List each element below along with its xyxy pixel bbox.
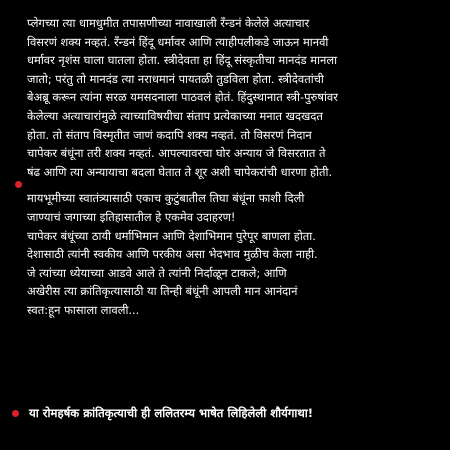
text-line: प्लेगच्या त्या धामधुमीत तपासणीच्या नावाखाली रँन्डनं केलेले अत्याचार [27,16,310,30]
text-line: जे त्यांच्या ध्येयाच्या आडवे आले ते त्यांनी निर्दाळून टाकले; आणि [27,265,287,280]
text-line: चापेकर बंधूंच्या ठायी धर्माभिमान आणि देशाभिमान पुरेपूर बाणला होता. [27,228,316,243]
text-line: विसरणं शक्य नव्हतं. रँन्डनं हिंदू धर्मावर आणि त्याहीपलीकडे जाऊन मानवी [27,34,329,49]
text-line: स्वत:हून फासाला लावली... [27,302,140,317]
text-line: जातो; परंतु तो मानदंड त्या नराधमानं पायतळी तुडविला होता. स्त्रीदेवतांची [27,71,324,86]
text-line: धर्मावर नृशंस घाला घातला होता. स्त्रीदेवता हा हिंदू संस्कृतीचा मानदंड मानला [27,53,338,68]
text-line: अखेरीस त्या क्रांतिकृत्यासाठी या तिन्ही बंधूंनी आपली मान आनंदानं [27,284,298,299]
bullet-icon [12,410,19,417]
tagline-text: या रोमहर्षक क्रांतिकृत्याची ही ललितरम्य भाषेत लिहिलेली शौर्यगाथा! [29,406,314,420]
text-line: षंढ आणि त्या अन्यायाचा बदला घेतात ते शूर अशी चापेकरांची धारणा होती. [27,164,333,179]
text-line: केलेल्या अत्याचारांमुळे त्याच्याविषयीचा संताप प्रत्येकाच्या मनात खदखदत [27,108,323,123]
tagline [12,406,313,421]
text-line: बेअब्रू करून त्यांना सरळ यमसदनाला पाठवलं होतं. हिंदुस्थानात स्त्री-पुरुषांवर [27,90,338,105]
text-line: चापेकर बंधूंना तरी शक्य नव्हतं. आपल्यावरचा घोर अन्याय जे विसरतात ते [27,146,326,161]
text-line: जाण्याचं जगाच्या इतिहासातील हे एकमेव उदाहरण! [27,209,236,224]
text-line: मायभूमीच्या स्वातंत्र्यासाठी एकाच कुटुंबातील तिघा बंधूंना फाशी दिली [27,191,305,206]
text-line: होता. तो संताप विस्मृतीत जाणं कदापि शक्य नव्हतं. तो विसरणं निदान [27,127,312,142]
paragraph-motherland [27,189,432,226]
paragraph-chapekar-brothers [27,227,432,320]
paragraph-plague-atrocities [27,14,432,181]
text-line: देशासाठी त्यांनी स्वकीय आणि परकीय असा भेदभाव मुळीच केला नाही. [27,247,318,262]
bullet-icon [15,181,22,188]
